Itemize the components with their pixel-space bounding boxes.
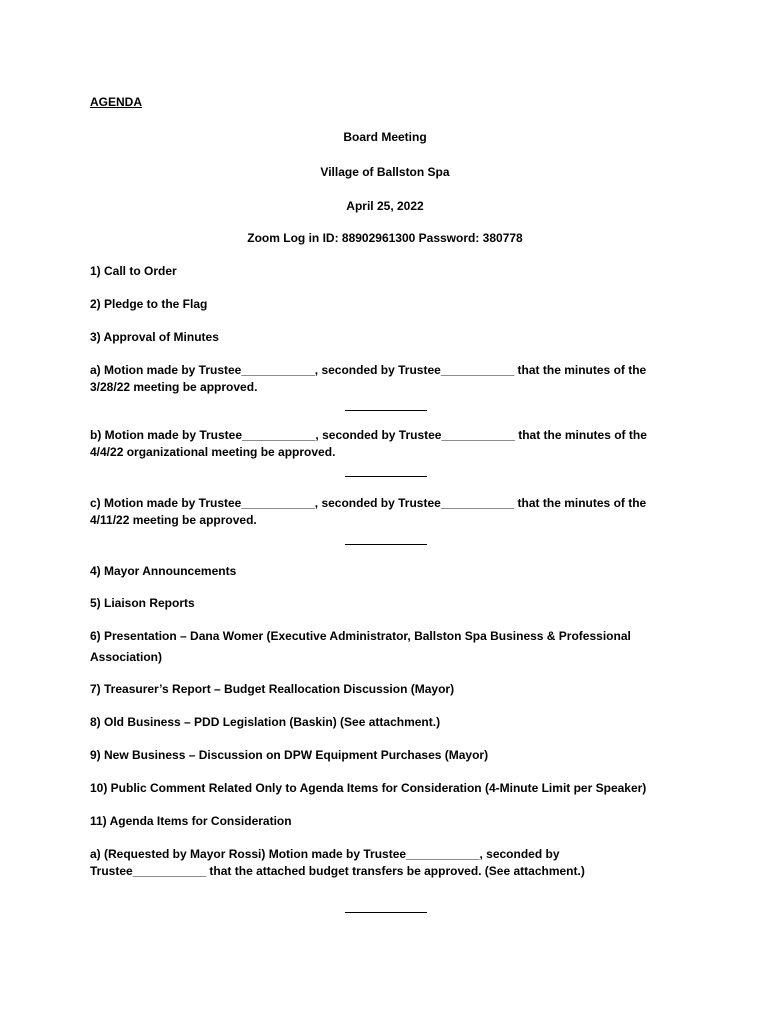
meeting-date: April 25, 2022 — [346, 199, 424, 213]
motion-c-line-1: c) Motion made by Trustee___________, seconded by Trustee___________ that the minutes of the — [90, 496, 647, 510]
organization-name: Village of Ballston Spa — [320, 165, 450, 179]
agenda-item-liaison-reports: 5) Liaison Reports — [90, 596, 195, 610]
motion-a-line-2: 3/28/22 meeting be approved. — [90, 380, 258, 394]
agenda-item-treasurers-report: 7) Treasurer’s Report – Budget Reallocation Discussion (Mayor) — [90, 682, 455, 696]
signature-rule — [345, 476, 427, 477]
motion-b-line-1: b) Motion made by Trustee___________, seconded by Trustee___________ that the minutes of the — [90, 428, 647, 442]
agenda-item-pledge: 2) Pledge to the Flag — [90, 297, 208, 311]
motion-a-line-1: a) Motion made by Trustee___________, seconded by Trustee___________ that the minutes of the — [90, 363, 647, 377]
motion-11a-line-1: a) (Requested by Mayor Rossi) Motion made by Trustee___________, seconded by — [90, 847, 560, 861]
signature-rule — [345, 410, 427, 411]
signature-rule — [345, 912, 427, 913]
agenda-item-mayor-announcements: 4) Mayor Announcements — [90, 564, 237, 578]
agenda-item-approval-of-minutes: 3) Approval of Minutes — [90, 330, 219, 344]
agenda-item-presentation-line-2: Association) — [90, 650, 163, 664]
meeting-title: Board Meeting — [343, 130, 427, 144]
agenda-item-call-to-order: 1) Call to Order — [90, 264, 177, 278]
motion-b-line-2: 4/4/22 organizational meeting be approved. — [90, 445, 336, 459]
agenda-item-presentation-line-1: 6) Presentation – Dana Womer (Executive Administrator, Ballston Spa Business & Professional — [90, 629, 631, 643]
agenda-item-old-business: 8) Old Business – PDD Legislation (Baskin) (See attachment.) — [90, 715, 441, 729]
agenda-item-new-business: 9) New Business – Discussion on DPW Equipment Purchases (Mayor) — [90, 748, 489, 762]
agenda-heading: AGENDA — [90, 95, 143, 109]
motion-c-line-2: 4/11/22 meeting be approved. — [90, 513, 257, 527]
agenda-item-public-comment: 10) Public Comment Related Only to Agenda Items for Consideration (4-Minute Limit per Speaker) — [90, 781, 647, 795]
zoom-info: Zoom Log in ID: 88902961300 Password: 380778 — [247, 231, 523, 245]
motion-11a-line-2: Trustee___________ that the attached budget transfers be approved. (See attachment.) — [90, 864, 585, 878]
agenda-item-items-for-consideration: 11) Agenda Items for Consideration — [90, 814, 292, 828]
signature-rule — [345, 544, 427, 545]
